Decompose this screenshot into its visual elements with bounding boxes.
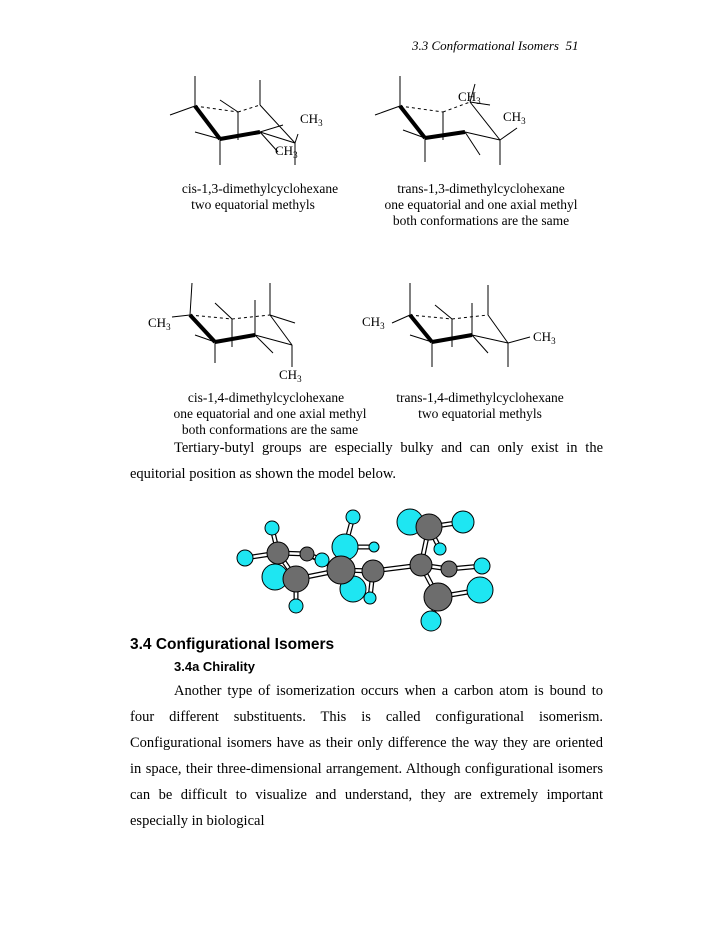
hydrogen-atom bbox=[364, 592, 376, 604]
ch3-label: $CH_3$ bbox=[362, 314, 385, 331]
ch3-label: $CH_3$ bbox=[533, 329, 556, 346]
hydrogen-atom bbox=[265, 521, 279, 535]
caption-line: cis-1,3-dimethylcyclohexane bbox=[181, 181, 339, 196]
caption-line: trans-1,3-dimethylcyclohexane bbox=[397, 181, 565, 196]
ch3-label: $CH_3$ bbox=[148, 315, 171, 332]
hydrogen-atom bbox=[421, 611, 441, 631]
ch3-label: $CH_3$ bbox=[458, 89, 481, 106]
hydrogen-atom bbox=[315, 553, 329, 567]
carbon-atom bbox=[441, 561, 457, 577]
carbon-atom bbox=[327, 556, 355, 584]
caption-line: both conformations are the same bbox=[181, 422, 359, 437]
hydrogen-atom bbox=[452, 511, 474, 533]
ch3-label: $CH_3$ bbox=[279, 367, 302, 384]
ch3-label: $CH_3$ bbox=[275, 143, 298, 160]
carbon-atom bbox=[283, 566, 309, 592]
hydrogen-atom bbox=[289, 599, 303, 613]
carbon-atom bbox=[424, 583, 452, 611]
section-title: 3.4 Configurational Isomers bbox=[130, 636, 335, 653]
hydrogen-atom bbox=[346, 510, 360, 524]
ch3-label: $CH_3$ bbox=[300, 111, 323, 128]
caption-line: two equatorial methyls bbox=[191, 197, 315, 212]
paragraph-chirality: Another type of isomerization occurs when a carbon atom is bound to four different substituents. This is called configurational isomerism. Configurational isomers have as their only difference the way they are oriented in space, their three-dimensional arrangement. Although configurational isomers can be difficult to visualize and understand, they are extremely important especially in biological bbox=[130, 683, 603, 829]
caption-line: one equatorial and one axial methyl bbox=[384, 197, 578, 212]
caption-line: both conformations are the same bbox=[392, 213, 570, 228]
hydrogen-atom bbox=[474, 558, 490, 574]
paragraph-tbutyl: Tertiary-butyl groups are especially bulky and can only exist in the equitorial position as shown the model below. bbox=[130, 440, 603, 482]
caption-line: cis-1,4-dimethylcyclohexane bbox=[187, 390, 345, 405]
page-number: 51 bbox=[565, 38, 579, 53]
ch3-label: $CH_3$ bbox=[503, 109, 526, 126]
running-title: 3.3 Conformational Isomers bbox=[412, 38, 559, 53]
carbon-atom bbox=[410, 554, 432, 576]
carbon-atom bbox=[416, 514, 442, 540]
carbon-atom bbox=[267, 542, 289, 564]
caption-line: two equatorial methyls bbox=[418, 406, 542, 421]
carbon-atom bbox=[300, 547, 314, 561]
hydrogen-atom bbox=[467, 577, 493, 603]
hydrogen-atom bbox=[237, 550, 253, 566]
hydrogen-atom bbox=[369, 542, 379, 552]
carbon-atom bbox=[362, 560, 384, 582]
caption-line: one equatorial and one axial methyl bbox=[173, 406, 367, 421]
subsection-title: 3.4a Chirality bbox=[174, 659, 255, 674]
hydrogen-atom bbox=[434, 543, 446, 555]
caption-line: trans-1,4-dimethylcyclohexane bbox=[396, 390, 564, 405]
